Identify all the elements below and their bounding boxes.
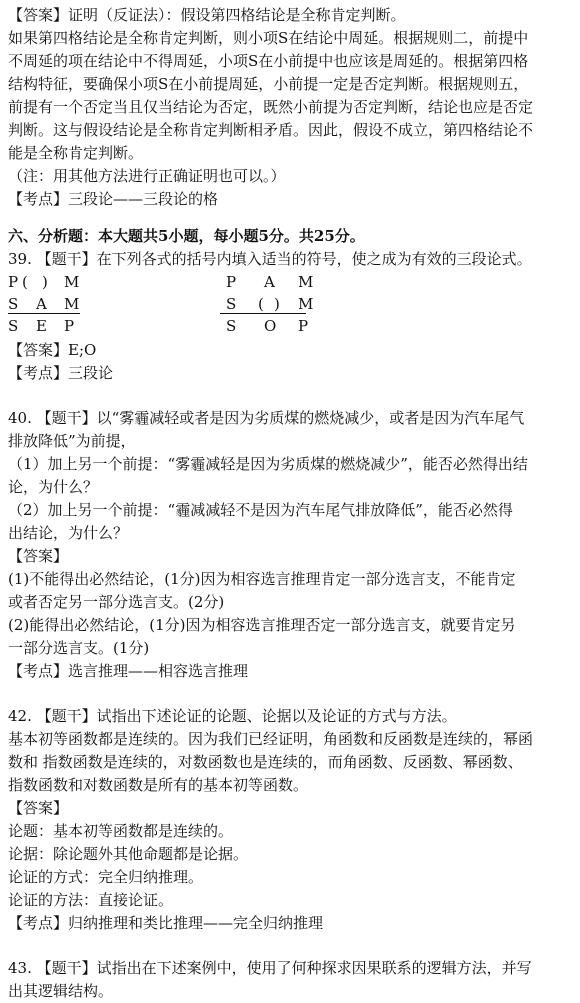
q38-line: （注：用其他方法进行正确证明也可以。）	[8, 167, 286, 185]
q42-block	[8, 705, 572, 935]
q40-line: 或者否定另一部分选言支。(2分)	[8, 593, 225, 611]
term: P	[298, 317, 309, 335]
term: (	[22, 273, 28, 291]
q38-line: 前提有一个否定当且仅当结论为否定，既然小前提为否定判断，结论也应是否定	[8, 98, 534, 116]
q42-line: 论证的方式：完全归纳推理。	[8, 868, 204, 886]
q42-line: 论题：基本初等函数都是连续的。	[8, 822, 234, 840]
q40-line: (1)不能得出必然结论，(1分)因为相容选言推理肯定一部分选言支，不能肯定	[8, 570, 516, 588]
q42-line: 【考点】归纳推理和类比推理——完全归纳推理	[8, 914, 324, 932]
syllogism-forms	[8, 271, 572, 339]
section-heading: 六、分析题：本大题共5小题，每小题5分。共25分。	[8, 227, 365, 245]
term: M	[64, 295, 80, 313]
q43-line: 43. 【题干】试指出在下述案例中，使用了何种探求因果联系的逻辑方法，并写	[8, 959, 532, 977]
term: M	[64, 273, 80, 291]
q39-answer: 【答案】E;O	[8, 341, 97, 359]
syllogism-right-minor	[218, 293, 418, 315]
term: A	[264, 273, 275, 291]
q39-block	[8, 248, 572, 385]
term: S	[8, 295, 19, 313]
term: )	[274, 295, 280, 313]
term: M	[298, 295, 314, 313]
q40-line: 40. 【题干】以“雾霾减轻或者是因为劣质煤的燃烧减少，或者是因为汽车尾气	[8, 409, 525, 427]
q38-line: 如果第四格结论是全称肯定判断，则小项S在结论中周延。根据规则二，前提中	[8, 29, 529, 47]
q42-line: 指数函数和对数函数是所有的基本初等函数。	[8, 776, 309, 794]
term: O	[264, 317, 277, 335]
q40-line: 一部分选言支。(1分)	[8, 639, 150, 657]
q38-line: 不周延的项在结论中不得周延，小项S在小前提中也应该是周延的。根据第四格	[8, 52, 529, 70]
term: E	[36, 317, 47, 335]
syllogism-right-conclusion	[218, 315, 418, 337]
q39-stem: 39. 【题干】在下列各式的括号内填入适当的符号，使之成为有效的三段论式。	[8, 250, 532, 268]
q38-line: 能是全称肯定判断。	[8, 144, 144, 162]
term: A	[36, 295, 47, 313]
q42-line: 论据：除论题外其他命题都是论据。	[8, 845, 249, 863]
q42-line: 【答案】	[8, 799, 69, 817]
term: M	[298, 273, 314, 291]
q39-point: 【考点】三段论	[8, 364, 114, 382]
q40-line: （1）加上另一个前提：“雾霾减轻是因为劣质煤的燃烧减少”，能否必然得出结	[8, 455, 528, 473]
q40-block	[8, 407, 572, 683]
syllogism-rule	[220, 313, 306, 314]
syllogism-rule	[8, 313, 80, 314]
q38-line: 判断。这与假设结论是全称肯定判断相矛盾。因此，假设不成立，第四格结论不	[8, 121, 534, 139]
syllogism-left-major	[8, 271, 208, 293]
q40-line: 论，为什么？	[8, 478, 99, 496]
q42-line: 论证的方法：直接论证。	[8, 891, 174, 909]
term: S	[226, 317, 237, 335]
term: S	[8, 317, 19, 335]
syllogism-right-major	[218, 271, 418, 293]
q38-line: 【考点】三段论——三段论的格	[8, 190, 219, 208]
q43-block	[8, 957, 572, 1003]
syllogism-left-conclusion	[8, 315, 208, 337]
q40-line: 【考点】选言推理——相容选言推理	[8, 662, 249, 680]
q38-line: 【答案】证明（反证法）：假设第四格结论是全称肯定判断。	[8, 6, 406, 24]
q42-line: 42. 【题干】试指出下述论证的论题、论据以及论证的方式与方法。	[8, 707, 457, 725]
term: )	[42, 273, 48, 291]
q42-line: 数和 指数函数是连续的，对数函数也是连续的，而角函数、反函数、幂函数、	[8, 753, 523, 771]
syllogism-left-minor	[8, 293, 208, 315]
q38-answer-block	[8, 4, 572, 211]
term: S	[226, 295, 237, 313]
term: (	[258, 295, 264, 313]
q40-line: 【答案】	[8, 547, 69, 565]
term: P	[226, 273, 237, 291]
q40-line: 排放降低”为前提，	[8, 432, 136, 450]
term: P	[64, 317, 75, 335]
q40-line: （2）加上另一个前提：“霾减减轻不是因为汽车尾气排放降低”，能否必然得	[8, 501, 513, 519]
q40-line: 出结论，为什么？	[8, 524, 129, 542]
q40-line: (2)能得出必然结论，(1分)因为相容选言推理否定一部分选言支，就要肯定另	[8, 616, 516, 634]
q38-line: 结构特征，要确保小项S在小前提周延，小前提一定是否定判断。根据规则五，	[8, 75, 529, 93]
q42-line: 基本初等函数都是连续的。因为我们已经证明，角函数和反函数是连续的，幂函	[8, 730, 534, 748]
q43-line: 出其逻辑结构。	[8, 982, 114, 1000]
term: P	[8, 273, 19, 291]
